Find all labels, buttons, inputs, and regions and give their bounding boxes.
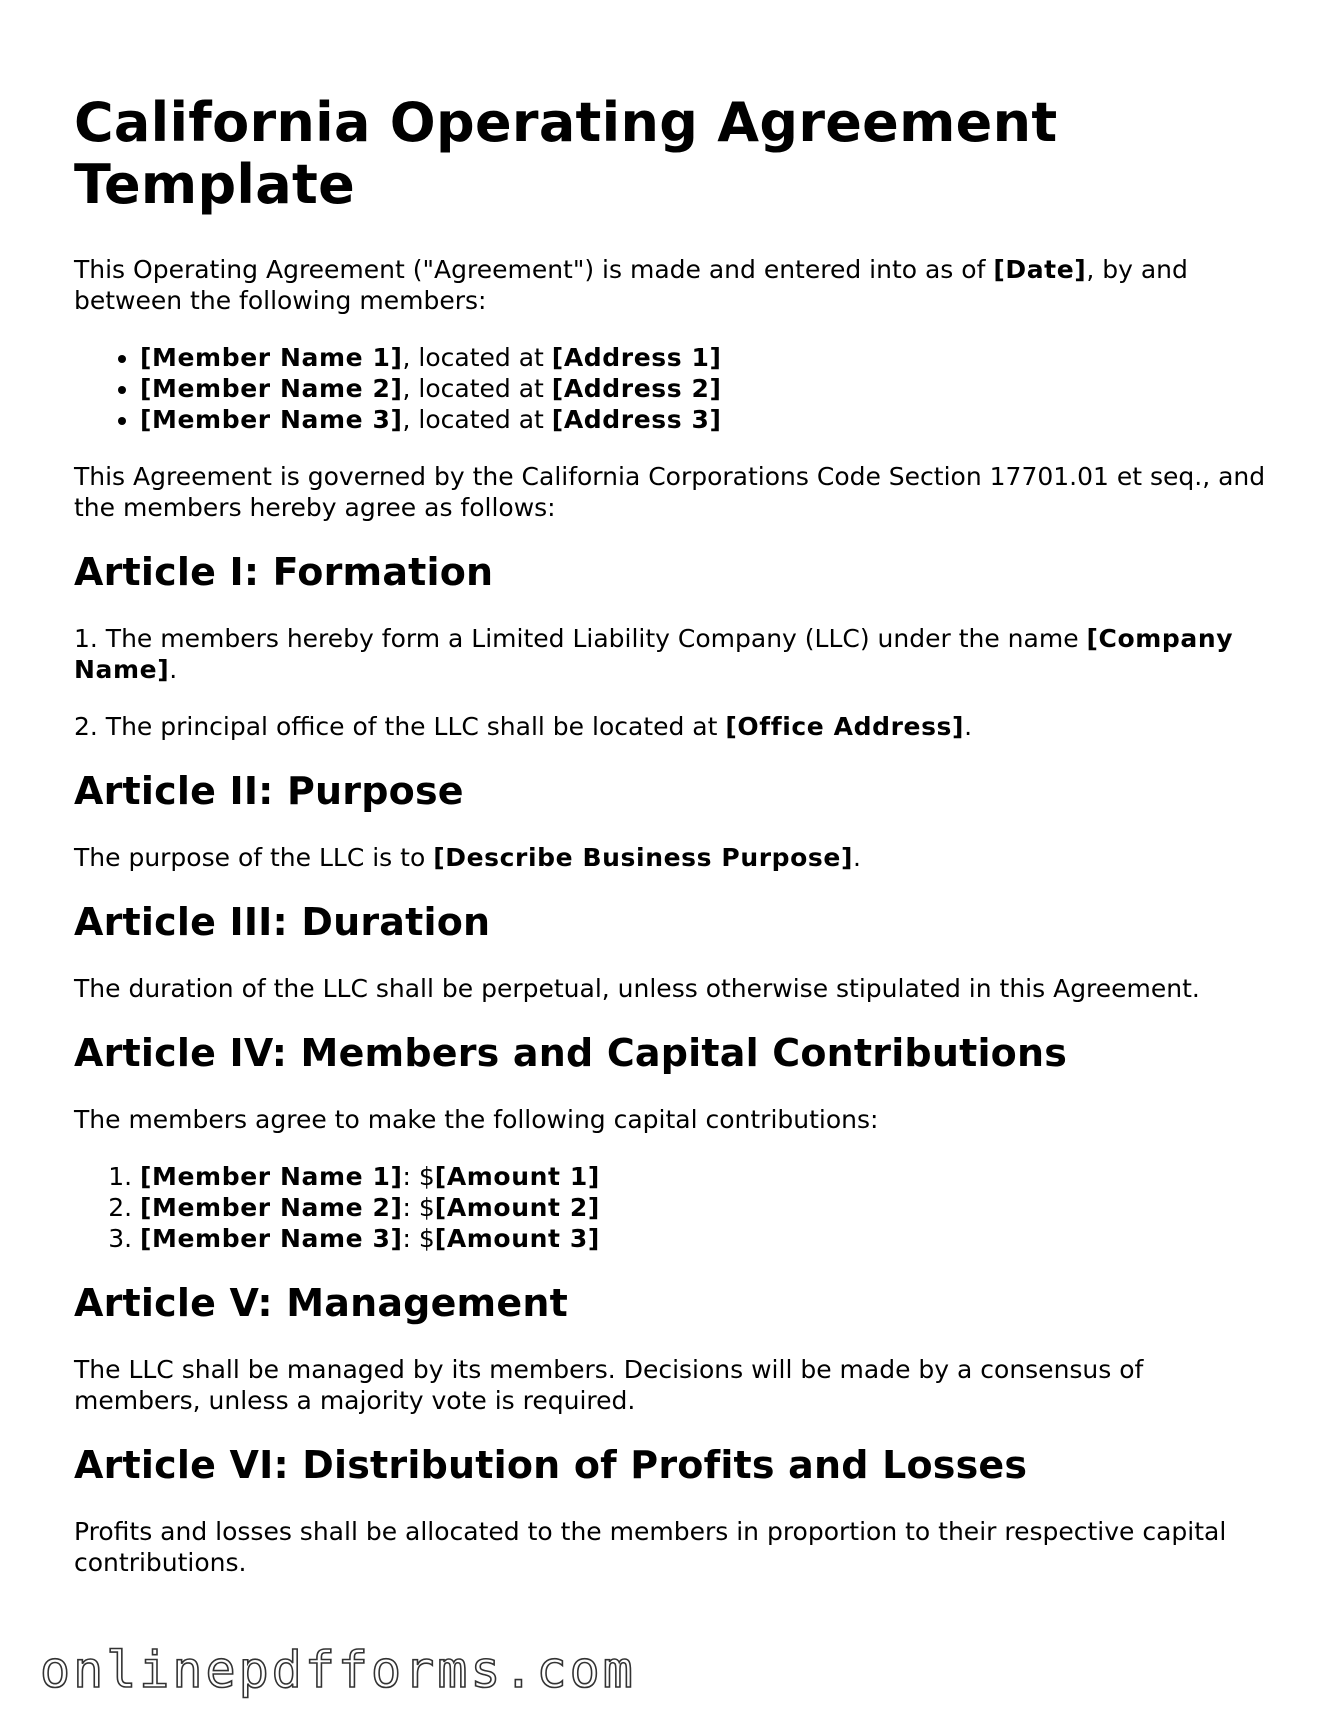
- list-item: [140, 342, 1274, 373]
- watermark-text: onlinepdfforms.com: [40, 1641, 636, 1699]
- company-name-placeholder: [Company Name]: [74, 624, 1234, 684]
- located-at-text: , located at: [402, 343, 552, 372]
- article-2-paragraph: [74, 842, 1274, 873]
- list-item: [140, 404, 1274, 435]
- article-4-heading: Article IV: Members and Capital Contributions: [74, 1031, 1068, 1075]
- intro-text: This Operating Agreement ("Agreement") is made and entered into as of: [74, 255, 994, 284]
- dollar-text: : $: [402, 1162, 435, 1191]
- article-5-heading: Article V: Management: [74, 1281, 568, 1325]
- intro-text-end: , by and between the following members:: [74, 255, 1188, 315]
- period: .: [169, 655, 178, 684]
- article-1-paragraph-2: [74, 711, 1274, 742]
- located-at-text: , located at: [402, 374, 552, 403]
- amount-placeholder: [Amount 3]: [434, 1224, 600, 1253]
- amount-placeholder: [Amount 2]: [434, 1193, 600, 1222]
- article-6-heading: Article VI: Distribution of Profits and Losses: [74, 1443, 1028, 1487]
- member-name: [Member Name 3]: [140, 405, 403, 434]
- intro-paragraph: [74, 254, 1274, 316]
- period: .: [964, 712, 973, 741]
- contributions-list: [74, 1161, 1274, 1254]
- article-2-heading: Article II: Purpose: [74, 769, 464, 813]
- office-address-placeholder: [Office Address]: [725, 712, 965, 741]
- article-3-heading: Article III: Duration: [74, 900, 491, 944]
- members-list: [74, 342, 1274, 435]
- member-name: [Member Name 1]: [140, 1162, 403, 1191]
- member-name: [Member Name 2]: [140, 1193, 403, 1222]
- amount-placeholder: [Amount 1]: [434, 1162, 600, 1191]
- located-at-text: , located at: [402, 405, 552, 434]
- period: .: [853, 843, 861, 872]
- governing-paragraph: This Agreement is governed by the California Corporations Code Section 17701.01 et seq., and the members hereby agree as follows:: [74, 462, 1266, 522]
- list-item: [140, 373, 1274, 404]
- article-5-paragraph: The LLC shall be managed by its members. Decisions will be made by a consensus of members, unless a majority vote is required.: [74, 1355, 1144, 1415]
- date-placeholder: [Date]: [993, 255, 1087, 284]
- member-address: [Address 3]: [551, 405, 722, 434]
- article-1-text: 1. The members hereby form a Limited Liability Company (LLC) under the name: [74, 624, 1087, 653]
- member-name: [Member Name 1]: [140, 343, 403, 372]
- article-1-heading: Article I: Formation: [74, 550, 494, 594]
- article-3-paragraph: The duration of the LLC shall be perpetual, unless otherwise stipulated in this Agreement.: [74, 974, 1200, 1003]
- list-item: [140, 1223, 1274, 1254]
- dollar-text: : $: [402, 1224, 435, 1253]
- article-6-paragraph: Profits and losses shall be allocated to the members in proportion to their respective capital contributions.: [74, 1517, 1227, 1577]
- member-address: [Address 2]: [551, 374, 722, 403]
- dollar-text: : $: [402, 1193, 435, 1222]
- document-page: [74, 92, 1274, 1604]
- business-purpose-placeholder: [Describe Business Purpose]: [433, 843, 853, 872]
- member-address: [Address 1]: [551, 343, 722, 372]
- article-4-paragraph: The members agree to make the following capital contributions:: [74, 1105, 879, 1134]
- member-name: [Member Name 3]: [140, 1224, 403, 1253]
- list-item: [140, 1192, 1274, 1223]
- member-name: [Member Name 2]: [140, 374, 403, 403]
- list-item: [140, 1161, 1274, 1192]
- article-1-paragraph-1: [74, 623, 1274, 685]
- article-1-text: 2. The principal office of the LLC shall be located at: [74, 712, 726, 741]
- document-title: California Operating Agreement Template: [74, 91, 1058, 216]
- article-2-text: The purpose of the LLC is to: [74, 843, 434, 872]
